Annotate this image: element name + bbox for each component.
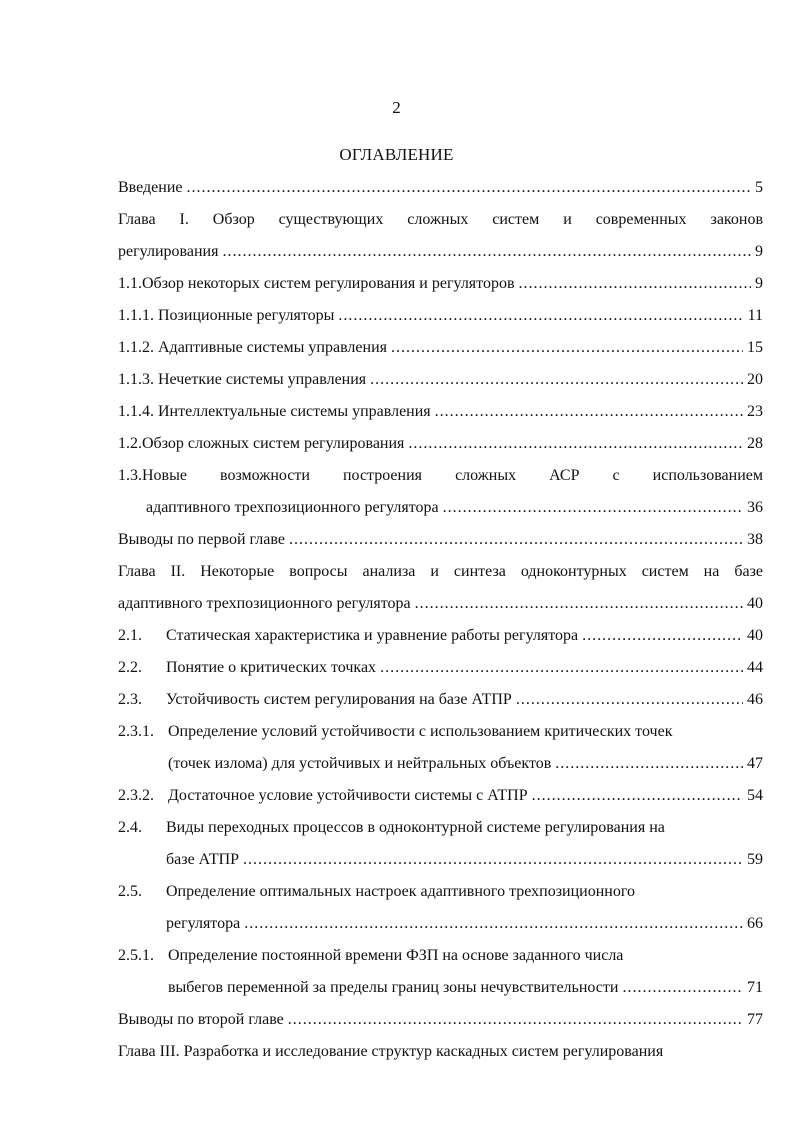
toc-page-number: 66 — [747, 915, 763, 932]
table-of-contents — [118, 172, 763, 1068]
toc-entry-2-1[interactable] — [118, 620, 763, 652]
toc-page-number: 59 — [747, 851, 763, 868]
leader-dots — [380, 652, 743, 684]
toc-entry-text: 1.1.2. Адаптивные системы управления — [118, 339, 387, 356]
toc-entry-text: Выводы по первой главе — [118, 531, 285, 548]
toc-entry-text: Виды переходных процессов в одноконтурной системе регулирования на — [166, 819, 665, 836]
toc-entry-text: 1.1.3. Нечеткие системы управления — [118, 371, 367, 388]
toc-entry-text-cont: адаптивного трехпозиционного регулятора — [146, 499, 439, 516]
toc-entry-text: Введение — [118, 179, 183, 196]
toc-page-number: 9 — [755, 243, 763, 260]
leader-dots — [244, 908, 743, 940]
leader-dots — [516, 684, 743, 716]
page-number: 2 — [392, 98, 401, 117]
toc-entry-1-1[interactable] — [118, 268, 763, 300]
toc-entry-text-cont: выбегов переменной за пределы границ зоны нечувствительности — [168, 979, 619, 996]
toc-entry-conclusions-2[interactable] — [118, 1004, 763, 1036]
toc-entry-2-3-2[interactable] — [118, 780, 763, 812]
toc-entry-text-cont: адаптивного трехпозиционного регулятора — [118, 595, 411, 612]
toc-entry-text-cont: (точек излома) для устойчивых и нейтральных объектов — [168, 755, 552, 772]
leader-dots — [532, 780, 743, 812]
leader-dots — [391, 332, 743, 364]
toc-entry-text: Глава III. Разработка и исследование структур каскадных систем регулирования — [118, 1043, 664, 1060]
toc-entry-number: 2.5. — [118, 883, 142, 900]
toc-entry-2-5[interactable] — [118, 876, 763, 940]
toc-entry-1-1-2[interactable] — [118, 332, 763, 364]
toc-entry-number: 2.3. — [118, 691, 142, 708]
toc-entry-text: 1.1.1. Позиционные регуляторы — [118, 307, 335, 324]
leader-dots — [338, 300, 743, 332]
toc-entry-1-1-4[interactable] — [118, 396, 763, 428]
leader-dots — [243, 844, 743, 876]
leader-dots — [555, 748, 743, 780]
toc-entry-1-1-3[interactable] — [118, 364, 763, 396]
leader-dots — [370, 364, 743, 396]
toc-entry-text-cont: базе АТПР — [166, 851, 240, 868]
toc-page-number: 23 — [747, 403, 763, 420]
toc-page-number: 54 — [747, 787, 763, 804]
toc-entry-2-3[interactable] — [118, 684, 763, 716]
toc-entry-text: Выводы по второй главе — [118, 1011, 284, 1028]
toc-page-number: 15 — [747, 339, 763, 356]
leader-dots — [187, 172, 752, 204]
toc-entry-2-4[interactable] — [118, 812, 763, 876]
toc-entry-1-3[interactable] — [118, 460, 763, 524]
leader-dots — [288, 1004, 743, 1036]
toc-entry-text: 1.1.4. Интеллектуальные системы управления — [118, 403, 431, 420]
toc-entry-2-2[interactable] — [118, 652, 763, 684]
toc-entry-number: 2.3.1. — [118, 723, 154, 740]
leader-dots — [222, 236, 751, 268]
toc-page-number: 47 — [747, 755, 763, 772]
toc-page-number: 28 — [747, 435, 763, 452]
toc-entry-text: Устойчивость систем регулирования на базе АТПР — [166, 691, 512, 708]
toc-entry-text: Глава II. Некоторые вопросы анализа и синтеза одноконтурных систем на базе — [118, 563, 763, 580]
toc-entry-text: 1.2.Обзор сложных систем регулирования — [118, 435, 405, 452]
toc-entry-text-cont: регулятора — [166, 915, 241, 932]
toc-entry-text: 1.1.Обзор некоторых систем регулирования и регуляторов — [118, 275, 515, 292]
toc-entry-number: 2.5.1. — [118, 947, 154, 964]
leader-dots — [519, 268, 752, 300]
toc-entry-text: 1.3.Новые возможности построения сложных АСР с использованием — [118, 467, 763, 484]
toc-page-number: 40 — [747, 627, 763, 644]
toc-entry-number: 2.3.2. — [118, 787, 154, 804]
leader-dots — [443, 492, 743, 524]
toc-entry-number: 2.1. — [118, 627, 142, 644]
toc-entry-text: Определение постоянной времени ФЗП на основе заданного числа — [168, 947, 624, 964]
toc-page-number: 46 — [747, 691, 763, 708]
toc-entry-number: 2.2. — [118, 659, 142, 676]
toc-entry-text: Глава I. Обзор существующих сложных систем и современных законов — [118, 211, 763, 228]
toc-page-number: 71 — [747, 979, 763, 996]
toc-entry-text: Определение условий устойчивости с использованием критических точек — [168, 723, 673, 740]
toc-entry-number: 2.4. — [118, 819, 142, 836]
toc-page-number: 9 — [755, 275, 763, 292]
toc-entry-text: Понятие о критических точках — [166, 659, 377, 676]
toc-page-number: 11 — [747, 307, 763, 324]
toc-entry-text: Достаточное условие устойчивости системы с АТПР — [168, 787, 528, 804]
leader-dots — [415, 588, 743, 620]
toc-entry-intro[interactable] — [118, 172, 763, 204]
toc-page-number: 38 — [747, 531, 763, 548]
leader-dots — [408, 428, 743, 460]
toc-page-number: 20 — [747, 371, 763, 388]
toc-entry-2-3-1[interactable] — [118, 716, 763, 780]
toc-page-number: 77 — [747, 1011, 763, 1028]
toc-entry-chapter-3[interactable] — [118, 1036, 763, 1068]
toc-entry-1-1-1[interactable] — [118, 300, 763, 332]
toc-entry-conclusions-1[interactable] — [118, 524, 763, 556]
leader-dots — [582, 620, 743, 652]
toc-page-number: 36 — [747, 499, 763, 516]
leader-dots — [622, 972, 743, 1004]
leader-dots — [289, 524, 743, 556]
leader-dots — [435, 396, 743, 428]
toc-entry-text: Определение оптимальных настроек адаптивного трехпозиционного — [166, 883, 636, 900]
page-title: ОГЛАВЛЕНИЕ — [339, 145, 454, 164]
toc-entry-text-cont: регулирования — [118, 243, 219, 260]
toc-entry-text: Статическая характеристика и уравнение работы регулятора — [166, 627, 579, 644]
toc-page-number: 44 — [747, 659, 763, 676]
toc-entry-chapter-1[interactable] — [118, 204, 763, 268]
toc-entry-1-2[interactable] — [118, 428, 763, 460]
toc-page-number: 40 — [747, 595, 763, 612]
toc-entry-2-5-1[interactable] — [118, 940, 763, 1004]
toc-page-number: 5 — [755, 179, 763, 196]
toc-entry-chapter-2[interactable] — [118, 556, 763, 620]
